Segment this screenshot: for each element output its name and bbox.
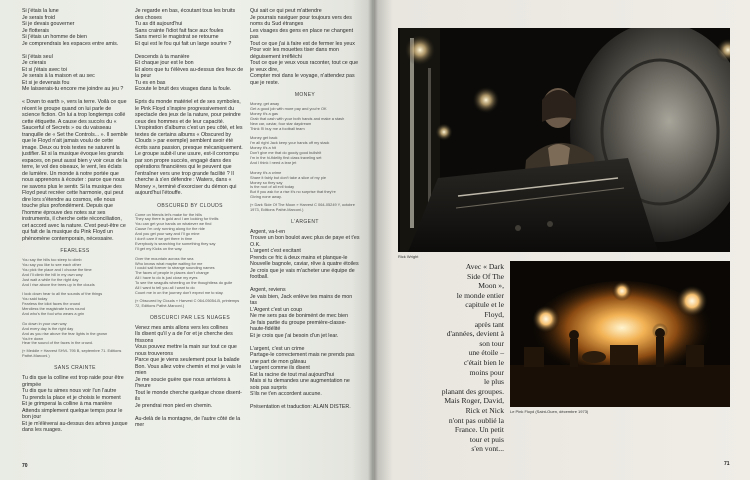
left-page (0, 0, 374, 480)
left-column-3 (250, 8, 360, 468)
fearless-lyrics: You say the hills too steep to climb You say you like to see each other You pick the place and I choose the time And I'll climb the hill in my own way Just wait a while for the right day And I rise above the trees up in the clouds I look down hear to all the sounds of the things You said today Fearless the idiot faces the crowd Merciless the magistrate turns round And who's the fool who wears a grin Go down in your own way And every day is the right day And as you rise above the fear lights in the grown You're down Hear the sound of the faces in the crowd. (22, 257, 108, 346)
left-column-1 (22, 8, 128, 466)
money-heading: MONEY (294, 92, 316, 98)
obscurci-text-continued: Qui sait ce qui peut m'attendre Je pourrais naviguer pour toujours vers des noms du Sud étranges Les visages des gens en place ne changent pas Tout ce que j'ai à faire est de fermer les yeux Pour voir les mouettes tiser dans mon déguisement irréfléchi Tout ce que je veux vous raconter, tout ce que je veux dire, Compter moi dans le voyage, n'attendez pas que je reste. (250, 8, 359, 86)
obscurci-text: Venez mes amis allons vers les collines Ils disent qu'il y a de l'or et je cherche des frissons Vous pouvez mettre la main sur tout ce que nous trouverons Parce que je viens seulement pour la balade Bon. Vous allez votre chemin et moi je vais le mien Je me soucie guère que nous arrivions à l'heure Tout le monde cherche quelque chose disent-ils Je prendrai mon pied en chemin. Au-delà de la montagne, de l'autre côté de la mer (135, 324, 242, 429)
fearless-heading: FEARLESS (60, 248, 90, 254)
right-page (374, 0, 750, 480)
obscured-credit: (« Obscured by Clouds » Harvest C 064-05054-B, printemps 72, Editions Pathé-Marconi.) (135, 297, 240, 308)
concert-photo (510, 261, 730, 407)
page-number-right: 71 (724, 461, 730, 467)
poem-and-article-text: Si j'étais la lune Je serais froid Si je devais gouverner Je flotterais Si j'étais un homme de bien Je comprendrais les espaces entre amis. Si j'étais seul Je crierais Et si j'étais avec toi Je serais à la maison et au sec Et si je devenais fou Me laisserais-tu encore me joindre au jeu ? « Down to earth », vers la terre. Voilà ce que récent le groupe quand on lui parle de science fiction. On lui a trop longtemps collé cette étiquette. A cause des succès du « Saucerful of Secrets » ou du vaisseau tranquille de « Set the Controls... ». Il semble que le Floyd n'ait jamais voulu de cette image. Deux ou trois textes ne saturent la justifier. Et si la musique évoque les grands espaces, on peut aussi bien y voir ceux de la terre, le vol des oiseaux, le vent, les éclats de lumière. Un monde à notre portée que nous apprenons à écouter : parce que nous ne savons plus le sentir. Si la musique des Floyd peut recréer cette harmonie, qui peut dire lors s'étendre au cosmos, elle nous touche plus profondément. Depuis que l'homme éprouve des notes sur ses instruments, il cherche cette réconciliation, cet accord avec la nature. C'est peut-être ce qui fait de la musique du Pink Floyd un phénomène contemporain, nécessaire. (22, 8, 128, 242)
photo-caption-concert: Le Pink Floyd (Saint-Ouen, décembre 1973) (510, 409, 589, 414)
sans-crainte-heading: SANS CRAINTE (54, 365, 96, 372)
article-text-2: Je regarde en bas, écoutant tous les bruits des choses Tu as dit aujourd'hui Sans crainte l'idiot fait face aux foules Sans merci le magistrat se retourne Et qui est le fou qui fait un large sourire ? Descends à ta manière Et chaque jour est le bon Et alors que tu t'élèves au-dessus des feux de la peur Tu es en bas Ecoute le bruit des visages dans la foule. Epris du monde matériel et de ses symboles, le Pink Floyd s'inspire progressivement du spectacle des jeux de la nature, pour peindre ceux des hommes et de leur capacité. L'inspiration d'albums c'est un peu côté, et les textes de certains albums « Obscured by Clouds » par exemple) semblent avoir été écrits sans passion, presque mécaniquement. Le groupe subit-il une usure, est-il corrompu par son propre succès, engagé dans des opérations financières qui le peuvent que l'entraîner vers une trop grande facilité ? Il cherche à s'en défendre : Waters, dans « Money », terminé d'exorciser du démon qui aujourd'hui l'étouffe. (135, 8, 244, 196)
pull-quote: Avec « Dark Side Of The Moon », le monde entier capitule et le Floyd, après tant d'années, devient à son tour une étoile – c'était bien le moins pour le plus planant des groupes. Mais Roger, David, Rick et Nick n'ont pas oublié la France. Un petit tour et puis s'en vont... (441, 262, 504, 454)
obscurci-heading: OBSCURCI PAR LES NUAGES (149, 314, 231, 321)
obscured-heading: OBSCURED BY CLOUDS (157, 202, 223, 209)
meddle-credit: (« Meddle » Harvest SHVL 795 B, septembre 71. Editions Pathé-Marconi.) (22, 348, 122, 359)
page-number-left: 70 (22, 463, 28, 469)
left-column-2 (135, 8, 245, 474)
money-lyrics: Money, get away Get a good job with more pay and you're OK Money it's a gas Grab that cash with your both hands and make a stash New car, caviar, four star daydream Think I'll buy me a football team Money get back I'm all right Jack keep your hands off my stack Money it's a hit Don't give me that do goody good bullshit I'm in the hi-fidelity first class traveling set And I think I need a lear jet Money it's a crime Share it fairly but don't take a slice of my pie Money so they say Is the root of all evil today But if you ask for a rise it's no surprise that they're Giving none away. (250, 101, 345, 200)
sans-crainte-text: Tu dis que la colline est trop raide pour être grimpée Tu dis que tu aimes nous voir l'un l'autre Tu prends la place et je choisis le moment Et je grimperai la colline à ma manière Attends simplement quelque temps pour le bon jour Et je m'élèverai au-dessus des arbres jusque dans les nuages. (22, 375, 128, 434)
money-credit: (« Dark Side Of The Moon » Harvest C 064-05249 Y, octobre 1973, Editions Pathé-Marconi.) (250, 202, 355, 213)
largent-text: Argent, va-t-en Trouve un bon boulot avec plus de paye et t'es O.K. L'argent c'est excitant Prends ce fric à deux mains et planque-le Nouvelle bagnole, caviar, rêve à quatre étoiles Je crois que je vais m'acheter une équipe de football. Argent, reviens Je vais bien, Jack enlève tes mains de mon tas L'Argent c'est un coup Ne me sers pas de bonimént de mec bien Je fais partie du groupe première-classe-haute-fidélité Et je crois que j'ai besoin d'un jet lear. L'argent, c'est un crime Partage-le correctement mais ne prends pas une part de mon gâteau L'argent comme ils disent Est la racine de tout mal aujourd'hui Mais si tu demandes une augmentation ne sois pas surpris S'ils ne t'en accordent aucune. Présentation et traduction: ALAIN DISTER. (250, 228, 360, 411)
photo-caption-rick: Rick Wright (398, 254, 419, 259)
rick-wright-photo (398, 28, 730, 252)
rick-wright-photo-drawing (398, 28, 730, 252)
concert-photo-drawing (510, 261, 730, 407)
largent-heading: L'ARGENT (291, 218, 319, 225)
book-spine-shadow (368, 0, 378, 480)
obscured-lyrics: Come on friends let's make for the hills They say there is gold and I am looking for thrills You can get your hands on whatever we find Cause I'm only running along for the ride And you get your way and I'll go mine I don't care if we get there in time Everybody is searching for something they say I'll get my Kicks on the way. Over the mountain across the sea Who knows what maybe waiting for me I could sail forever to strange sounding names The faces of people in places don't change All I have to do is just close my eyes To see the seagulls wheeling on the thoughtless do guile All I want to tell you all I want to do Count me in on the journey don't expect me to stay. (135, 211, 233, 295)
